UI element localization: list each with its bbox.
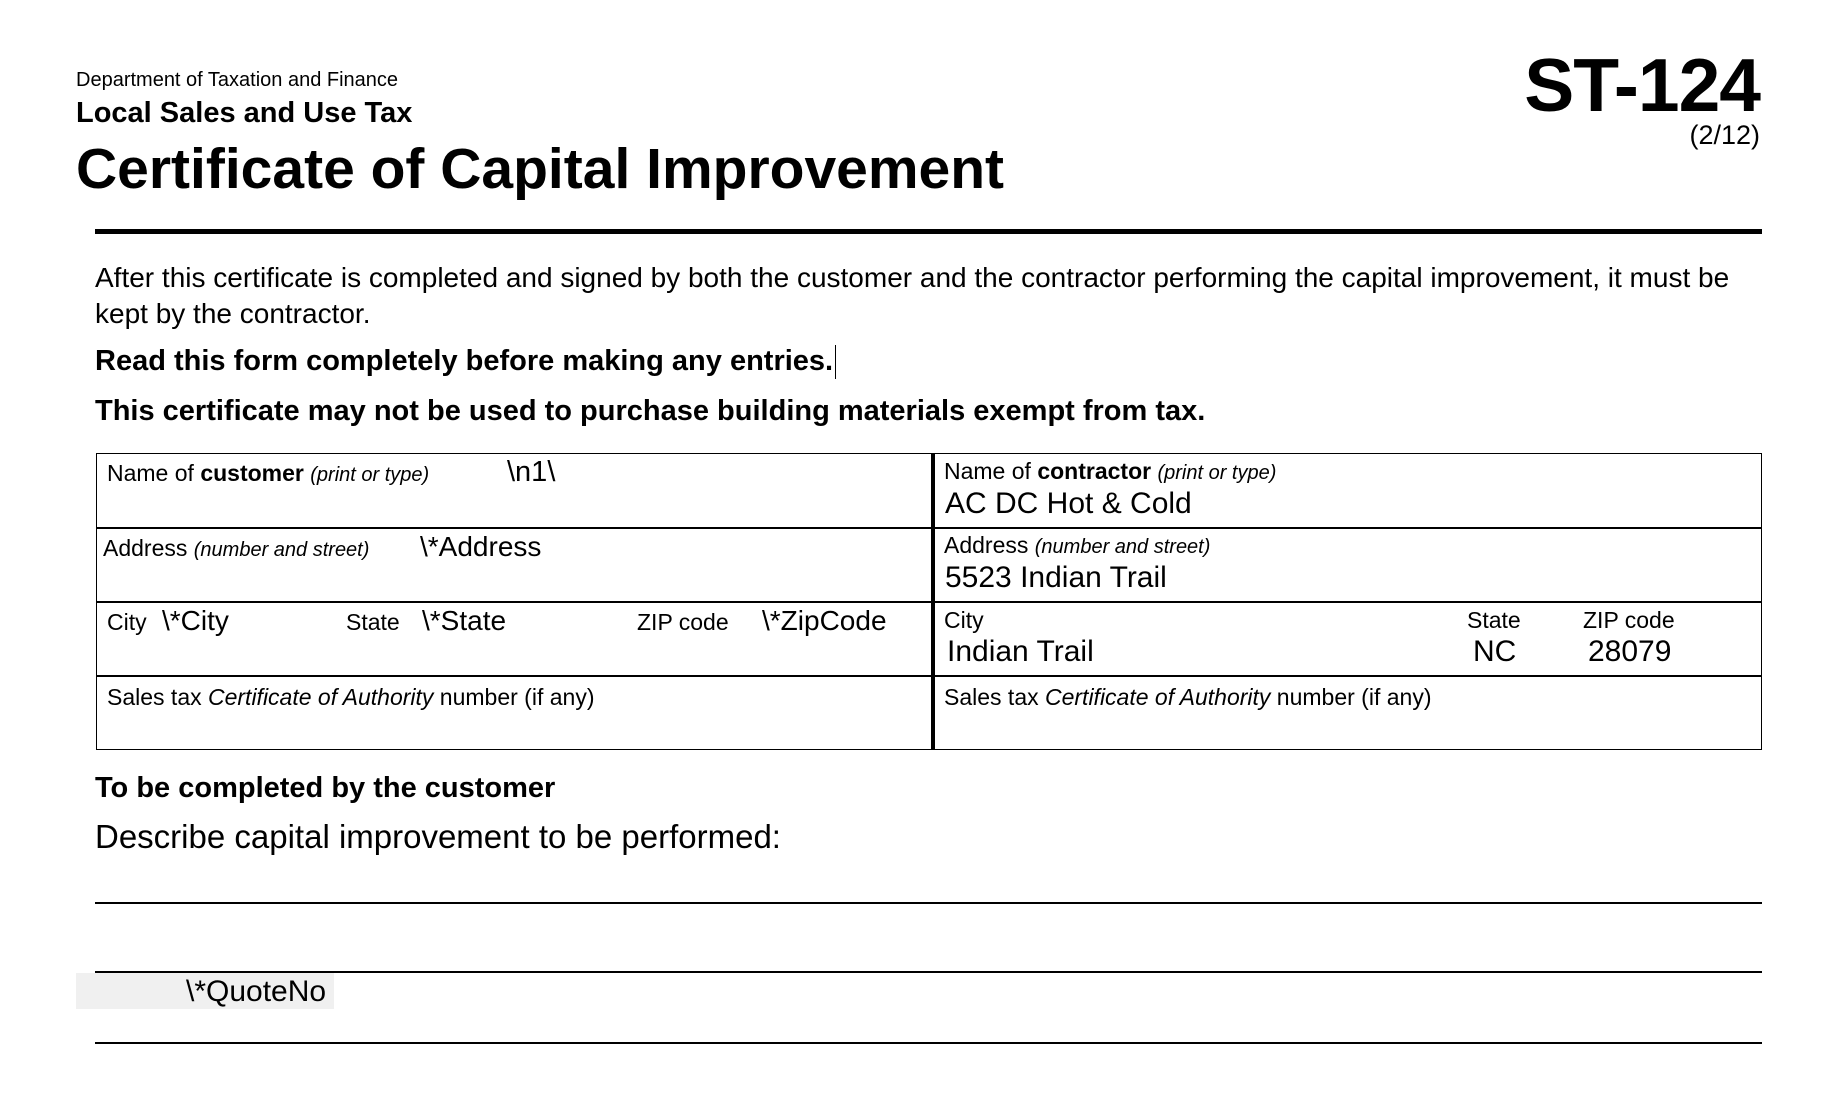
customer-name-hint: (print or type) bbox=[310, 464, 430, 486]
customer-state-field[interactable]: \*State bbox=[422, 605, 507, 636]
customer-state-label: State bbox=[346, 609, 400, 635]
contractor-authority-suffix: number (if any) bbox=[1270, 684, 1432, 710]
form-number: ST-124 bbox=[1524, 43, 1760, 127]
text-cursor bbox=[835, 345, 836, 379]
form-revision: (2/12) bbox=[1689, 120, 1760, 150]
customer-section-heading: To be completed by the customer bbox=[95, 772, 556, 804]
description-line-1[interactable] bbox=[95, 902, 1762, 904]
department-name: Department of Taxation and Finance bbox=[76, 69, 399, 91]
customer-authority-italic: Certificate of Authority bbox=[208, 684, 434, 710]
grid-row-divider bbox=[97, 527, 1761, 529]
customer-city-field[interactable]: \*City bbox=[162, 605, 229, 636]
contractor-authority-italic: Certificate of Authority bbox=[1045, 684, 1271, 710]
contractor-city-label: City bbox=[944, 607, 984, 633]
form-title: Certificate of Capital Improvement bbox=[76, 137, 1005, 201]
contractor-authority-label bbox=[944, 684, 1431, 711]
description-line-2[interactable] bbox=[95, 971, 1762, 973]
customer-authority-prefix: Sales tax bbox=[107, 684, 208, 710]
customer-address-hint: (number and street) bbox=[193, 539, 370, 561]
customer-name-field[interactable]: \n1\ bbox=[507, 456, 556, 488]
contractor-name-label-prefix: Name of bbox=[944, 458, 1038, 484]
quote-number-field[interactable]: \*QuoteNo bbox=[186, 975, 327, 1008]
contractor-address-label-text: Address bbox=[944, 532, 1029, 558]
contractor-city-field[interactable]: Indian Trail bbox=[947, 635, 1094, 668]
customer-city-label: City bbox=[107, 609, 147, 635]
customer-address-field[interactable]: \*Address bbox=[420, 531, 542, 562]
grid-row-divider bbox=[97, 675, 1761, 677]
intro-paragraph: After this certificate is completed and signed by both the customer and the contractor performing the capital improvement, it must be kept by the contractor. bbox=[95, 262, 1730, 329]
contractor-state-field[interactable]: NC bbox=[1473, 635, 1517, 668]
contractor-zip-label: ZIP code bbox=[1583, 607, 1675, 633]
contractor-address-hint: (number and street) bbox=[1034, 536, 1211, 558]
materials-warning: This certificate may not be used to purchase building materials exempt from tax. bbox=[95, 395, 1206, 427]
customer-address-label bbox=[103, 535, 369, 562]
description-line-3[interactable] bbox=[95, 1042, 1762, 1044]
contractor-authority-prefix: Sales tax bbox=[944, 684, 1045, 710]
party-info-grid bbox=[96, 453, 1762, 750]
customer-authority-suffix: number (if any) bbox=[433, 684, 595, 710]
read-warning-text: Read this form completely before making any entries. bbox=[95, 345, 834, 377]
customer-name-label-prefix: Name of bbox=[107, 460, 201, 486]
contractor-address-field[interactable]: 5523 Indian Trail bbox=[945, 561, 1167, 594]
contractor-name-field[interactable]: AC DC Hot & Cold bbox=[945, 487, 1192, 520]
customer-name-label-bold: customer bbox=[200, 460, 304, 486]
contractor-name-hint: (print or type) bbox=[1157, 462, 1277, 484]
customer-authority-label bbox=[107, 684, 594, 711]
customer-name-label bbox=[107, 460, 429, 487]
contractor-name-label-bold: contractor bbox=[1037, 458, 1152, 484]
contractor-zip-field[interactable]: 28079 bbox=[1588, 635, 1672, 668]
contractor-name-label bbox=[944, 458, 1276, 485]
grid-row-divider bbox=[97, 601, 1761, 603]
contractor-address-label bbox=[944, 532, 1210, 559]
contractor-state-label: State bbox=[1467, 607, 1521, 633]
customer-zip-field[interactable]: \*ZipCode bbox=[762, 605, 887, 636]
customer-address-label-text: Address bbox=[103, 535, 188, 561]
customer-zip-label: ZIP code bbox=[637, 609, 729, 635]
grid-column-divider bbox=[931, 454, 935, 749]
form-subtitle: Local Sales and Use Tax bbox=[76, 97, 413, 129]
header-divider bbox=[95, 229, 1762, 234]
read-warning bbox=[95, 345, 836, 379]
describe-improvement-label: Describe capital improvement to be performed: bbox=[95, 818, 781, 855]
